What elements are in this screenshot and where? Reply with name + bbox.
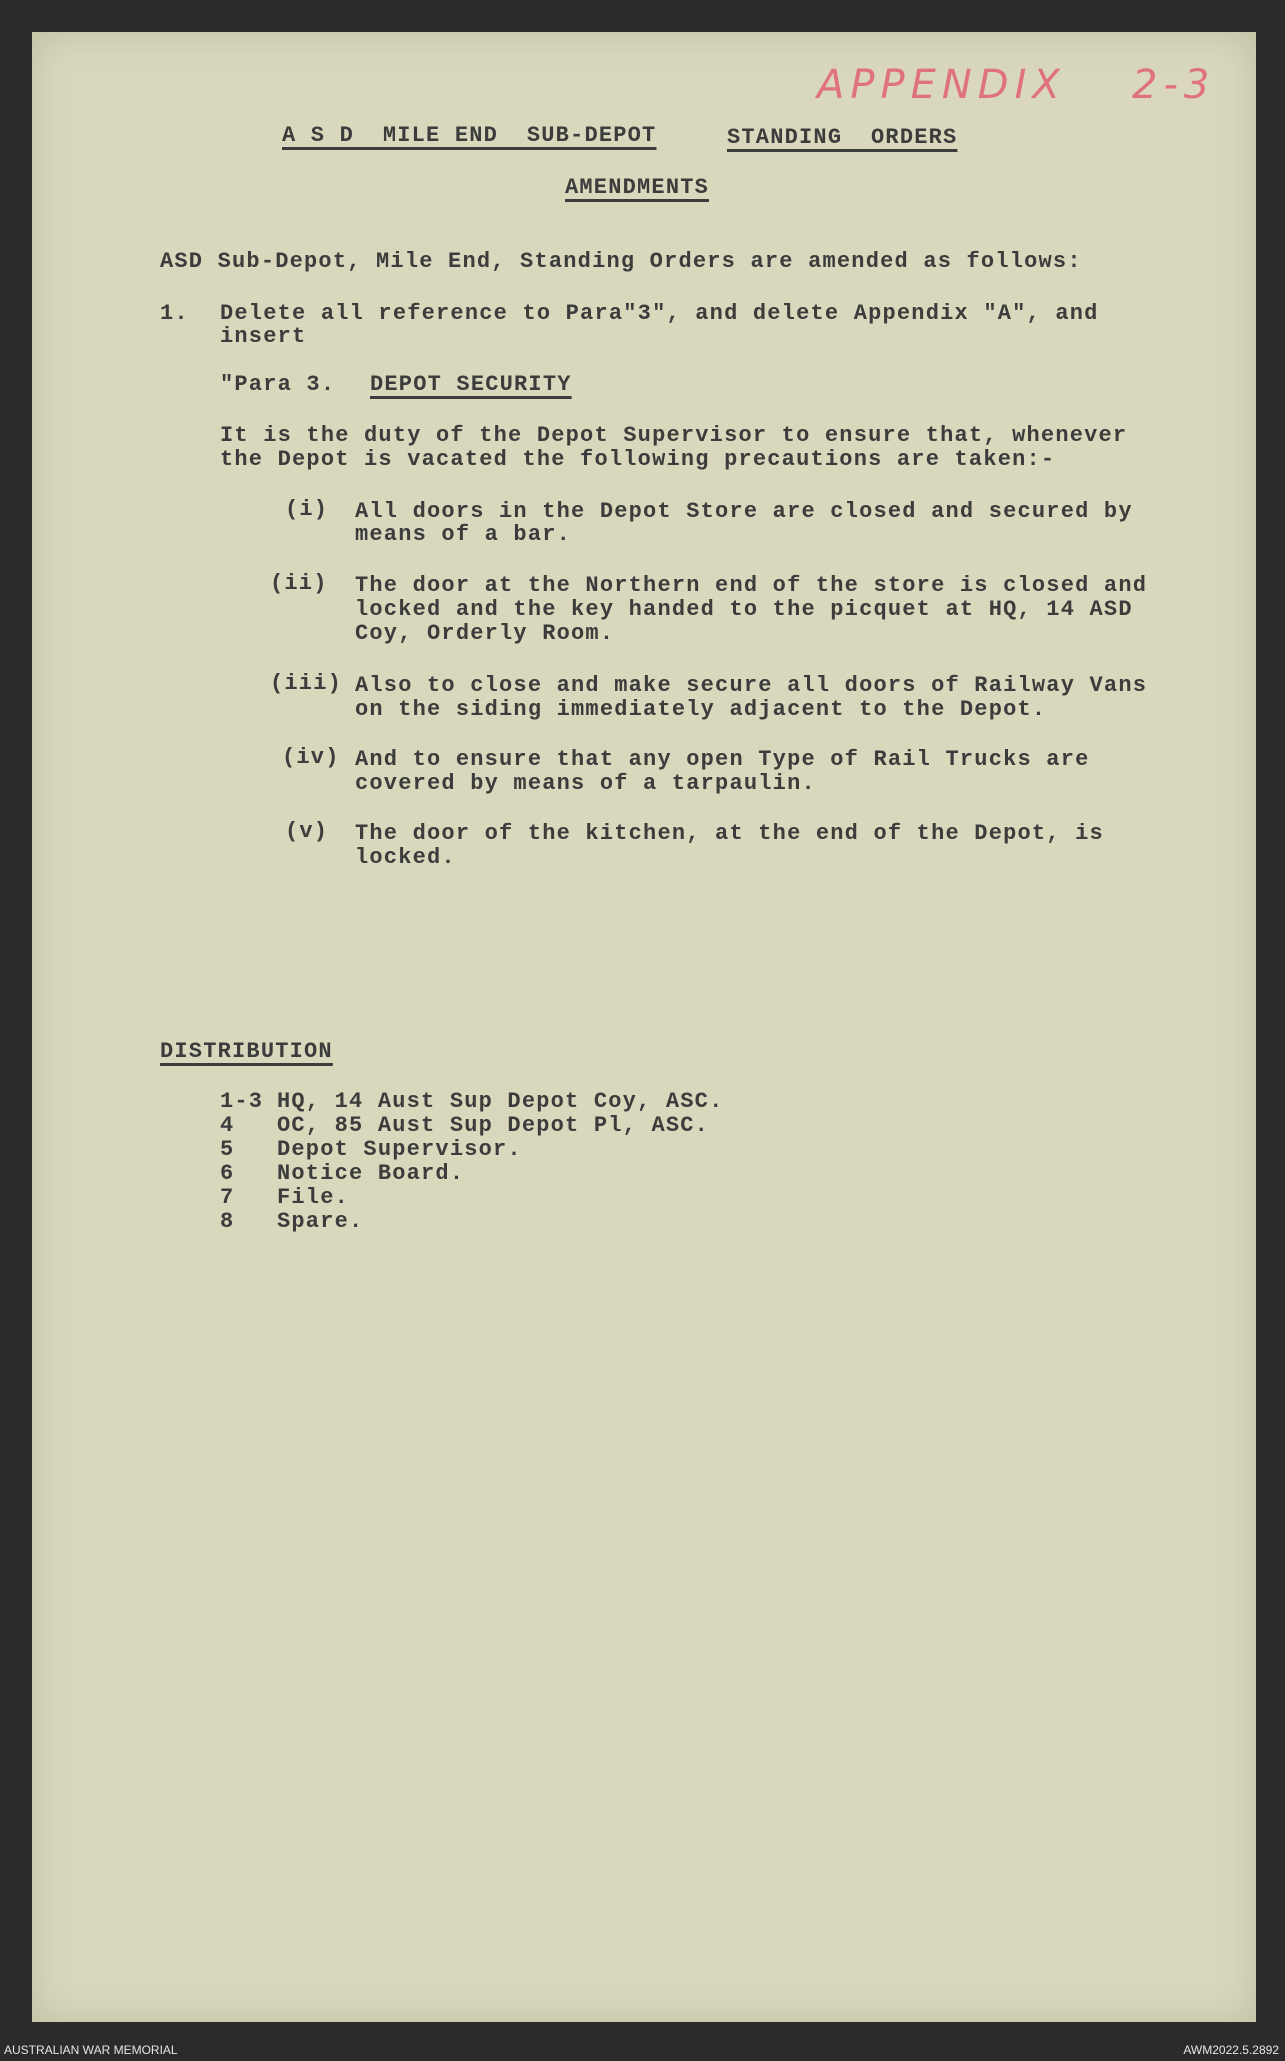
- footer-right: AWM2022.5.2892: [1183, 2043, 1279, 2057]
- subtitle: AMENDMENTS: [565, 175, 710, 200]
- precaution-number: (iii): [270, 671, 343, 696]
- title-right: STANDING ORDERS: [727, 125, 958, 150]
- distribution-number: 8: [220, 1209, 235, 1234]
- precaution-number: (i): [285, 497, 329, 522]
- distribution-entry: Depot Supervisor.: [277, 1137, 522, 1162]
- document-page: [32, 32, 1256, 2022]
- precaution-line: The door of the kitchen, at the end of the Depot, is: [355, 821, 1104, 846]
- precaution-line: locked and the key handed to the picquet at HQ, 14 ASD: [355, 597, 1133, 622]
- distribution-entry: File.: [277, 1185, 350, 1210]
- distribution-number: 7: [220, 1185, 235, 1210]
- distribution-entry: HQ, 14 Aust Sup Depot Coy, ASC.: [277, 1089, 724, 1114]
- distribution-entry: OC, 85 Aust Sup Depot Pl, ASC.: [277, 1113, 710, 1138]
- precaution-line: covered by means of a tarpaulin.: [355, 771, 816, 796]
- precaution-line: All doors in the Depot Store are closed and secured by: [355, 499, 1133, 524]
- distribution-entry: Notice Board.: [277, 1161, 465, 1186]
- footer-left: AUSTRALIAN WAR MEMORIAL: [4, 2043, 178, 2057]
- para-label: "Para 3.: [220, 372, 336, 397]
- precaution-line: Also to close and make secure all doors of Railway Vans: [355, 673, 1148, 698]
- distribution-number: 4: [220, 1113, 235, 1138]
- precaution-line: The door at the Northern end of the store is closed and: [355, 573, 1148, 598]
- item-number: 1.: [160, 301, 189, 326]
- distribution-heading: DISTRIBUTION: [160, 1039, 333, 1064]
- precaution-line: means of a bar.: [355, 522, 572, 547]
- precaution-line: And to ensure that any open Type of Rail Trucks are: [355, 747, 1090, 772]
- precaution-number: (iv): [282, 745, 340, 770]
- precaution-number: (ii): [270, 571, 328, 596]
- distribution-number: 5: [220, 1137, 235, 1162]
- precaution-line: locked.: [355, 845, 456, 870]
- appendix-number-annotation: 2-3: [1132, 62, 1216, 108]
- distribution-entry: Spare.: [277, 1209, 364, 1234]
- duty-line: the Depot is vacated the following precautions are taken:-: [220, 447, 1056, 472]
- item-line: Delete all reference to Para"3", and delete Appendix "A", and: [220, 301, 1099, 326]
- distribution-number: 1-3: [220, 1089, 264, 1114]
- para-heading: DEPOT SECURITY: [370, 372, 572, 397]
- precaution-number: (v): [285, 819, 329, 844]
- distribution-number: 6: [220, 1161, 235, 1186]
- precaution-line: Coy, Orderly Room.: [355, 621, 615, 646]
- intro-text: ASD Sub-Depot, Mile End, Standing Orders are amended as follows:: [160, 249, 1082, 274]
- precaution-line: on the siding immediately adjacent to the Depot.: [355, 697, 1047, 722]
- duty-line: It is the duty of the Depot Supervisor to ensure that, whenever: [220, 423, 1128, 448]
- title-left: A S D MILE END SUB-DEPOT: [282, 123, 657, 148]
- item-line: insert: [220, 324, 307, 349]
- appendix-annotation: APPENDIX: [817, 62, 1066, 108]
